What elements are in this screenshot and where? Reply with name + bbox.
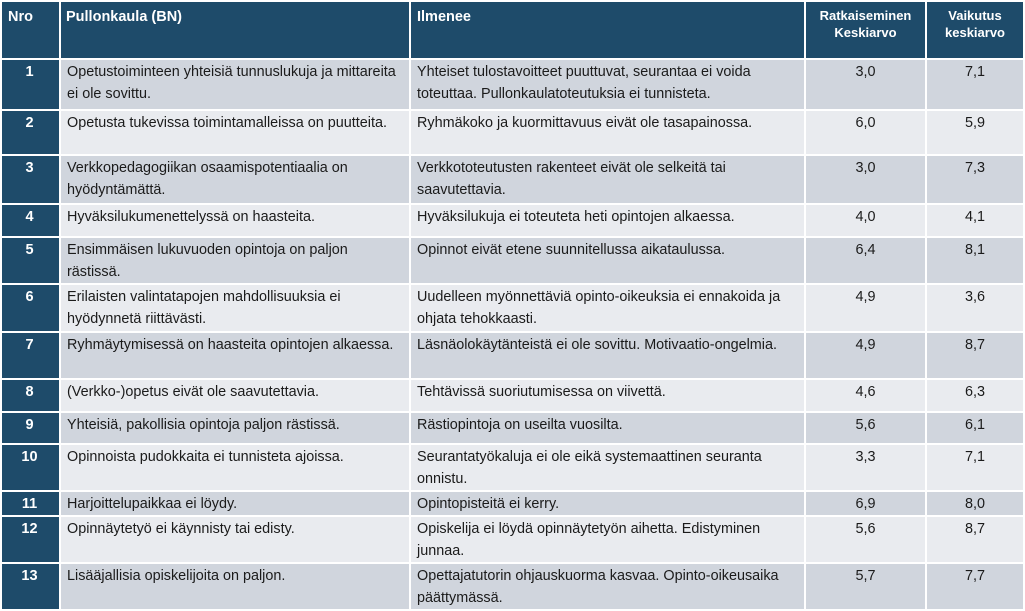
header-bottleneck: Pullonkaula (BN)	[60, 1, 410, 59]
row-impact: 3,6	[926, 284, 1024, 332]
row-impact: 7,7	[926, 563, 1024, 610]
row-manifestation: Seurantatyökaluja ei ole eikä systemaattinen seuranta onnistu.	[410, 444, 805, 491]
row-solving: 6,9	[805, 491, 926, 516]
row-solving: 5,7	[805, 563, 926, 610]
table-row	[1, 237, 1024, 284]
row-nro: 2	[1, 110, 60, 155]
row-nro: 9	[1, 412, 60, 444]
row-bottleneck: Opetustoiminteen yhteisiä tunnuslukuja ja mittareita ei ole sovittu.	[60, 59, 410, 110]
table-row	[1, 204, 1024, 237]
row-impact: 7,3	[926, 155, 1024, 204]
table-row	[1, 332, 1024, 379]
row-manifestation: Uudelleen myönnettäviä opinto-oikeuksia ei ennakoida ja ohjata tehokkaasti.	[410, 284, 805, 332]
table-row	[1, 491, 1024, 516]
table-body	[1, 59, 1024, 610]
row-bottleneck: Ensimmäisen lukuvuoden opintoja on paljon rästissä.	[60, 237, 410, 284]
table-row	[1, 412, 1024, 444]
row-impact: 7,1	[926, 59, 1024, 110]
header-impact-line1: Vaikutus	[948, 8, 1002, 23]
row-manifestation: Yhteiset tulostavoitteet puuttuvat, seurantaa ei voida toteuttaa. Pullonkaulatoteutuksia ei tunnisteta.	[410, 59, 805, 110]
row-impact: 4,1	[926, 204, 1024, 237]
row-solving: 3,3	[805, 444, 926, 491]
row-bottleneck: Opinnoista pudokkaita ei tunnisteta ajoissa.	[60, 444, 410, 491]
row-solving: 3,0	[805, 59, 926, 110]
row-impact: 8,7	[926, 332, 1024, 379]
row-manifestation: Tehtävissä suoriutumisessa on viivettä.	[410, 379, 805, 412]
row-nro: 12	[1, 516, 60, 563]
row-impact: 6,3	[926, 379, 1024, 412]
header-impact	[926, 1, 1024, 59]
table-header	[1, 1, 1024, 59]
row-bottleneck: Ryhmäytymisessä on haasteita opintojen alkaessa.	[60, 332, 410, 379]
row-manifestation: Rästiopintoja on useilta vuosilta.	[410, 412, 805, 444]
row-bottleneck: Lisääjallisia opiskelijoita on paljon.	[60, 563, 410, 610]
row-solving: 4,0	[805, 204, 926, 237]
table-row	[1, 155, 1024, 204]
row-manifestation: Läsnäolokäytänteistä ei ole sovittu. Motivaatio-ongelmia.	[410, 332, 805, 379]
row-manifestation: Opiskelija ei löydä opinnäytetyön aihetta. Edistyminen junnaa.	[410, 516, 805, 563]
row-bottleneck: (Verkko-)opetus eivät ole saavutettavia.	[60, 379, 410, 412]
row-bottleneck: Opinnäytetyö ei käynnisty tai edisty.	[60, 516, 410, 563]
row-nro: 5	[1, 237, 60, 284]
row-bottleneck: Hyväksilukumenettelyssä on haasteita.	[60, 204, 410, 237]
row-nro: 11	[1, 491, 60, 516]
header-solving-line2: Keskiarvo	[834, 25, 897, 40]
row-nro: 7	[1, 332, 60, 379]
table-row	[1, 284, 1024, 332]
header-impact-line2: keskiarvo	[945, 25, 1005, 40]
row-bottleneck: Verkkopedagogiikan osaamispotentiaalia on hyödyntämättä.	[60, 155, 410, 204]
row-manifestation: Opinnot eivät etene suunnitellussa aikataulussa.	[410, 237, 805, 284]
row-nro: 6	[1, 284, 60, 332]
row-solving: 6,4	[805, 237, 926, 284]
table-row	[1, 379, 1024, 412]
header-nro: Nro	[1, 1, 60, 59]
row-bottleneck: Yhteisiä, pakollisia opintoja paljon rästissä.	[60, 412, 410, 444]
table-row	[1, 516, 1024, 563]
row-nro: 1	[1, 59, 60, 110]
header-manifestation: Ilmenee	[410, 1, 805, 59]
row-manifestation: Hyväksilukuja ei toteuteta heti opintojen alkaessa.	[410, 204, 805, 237]
row-manifestation: Verkkototeutusten rakenteet eivät ole selkeitä tai saavutettavia.	[410, 155, 805, 204]
row-manifestation: Ryhmäkoko ja kuormittavuus eivät ole tasapainossa.	[410, 110, 805, 155]
table-row	[1, 59, 1024, 110]
table-row	[1, 110, 1024, 155]
row-bottleneck: Harjoittelupaikkaa ei löydy.	[60, 491, 410, 516]
row-impact: 6,1	[926, 412, 1024, 444]
header-solving-line1: Ratkaiseminen	[819, 8, 912, 23]
row-nro: 13	[1, 563, 60, 610]
row-solving: 4,9	[805, 332, 926, 379]
row-bottleneck: Erilaisten valintatapojen mahdollisuuksia ei hyödynnetä riittävästi.	[60, 284, 410, 332]
row-impact: 8,7	[926, 516, 1024, 563]
row-manifestation: Opettajatutorin ohjauskuorma kasvaa. Opinto-oikeusaika päättymässä.	[410, 563, 805, 610]
header-solving	[805, 1, 926, 59]
row-solving: 5,6	[805, 412, 926, 444]
row-impact: 8,0	[926, 491, 1024, 516]
row-impact: 5,9	[926, 110, 1024, 155]
row-solving: 3,0	[805, 155, 926, 204]
row-nro: 8	[1, 379, 60, 412]
header-row	[1, 1, 1024, 59]
row-solving: 4,9	[805, 284, 926, 332]
row-nro: 10	[1, 444, 60, 491]
row-solving: 6,0	[805, 110, 926, 155]
row-solving: 5,6	[805, 516, 926, 563]
row-manifestation: Opintopisteitä ei kerry.	[410, 491, 805, 516]
row-impact: 8,1	[926, 237, 1024, 284]
row-nro: 4	[1, 204, 60, 237]
table-row	[1, 444, 1024, 491]
row-bottleneck: Opetusta tukevissa toimintamalleissa on puutteita.	[60, 110, 410, 155]
row-solving: 4,6	[805, 379, 926, 412]
row-nro: 3	[1, 155, 60, 204]
row-impact: 7,1	[926, 444, 1024, 491]
table-row	[1, 563, 1024, 610]
